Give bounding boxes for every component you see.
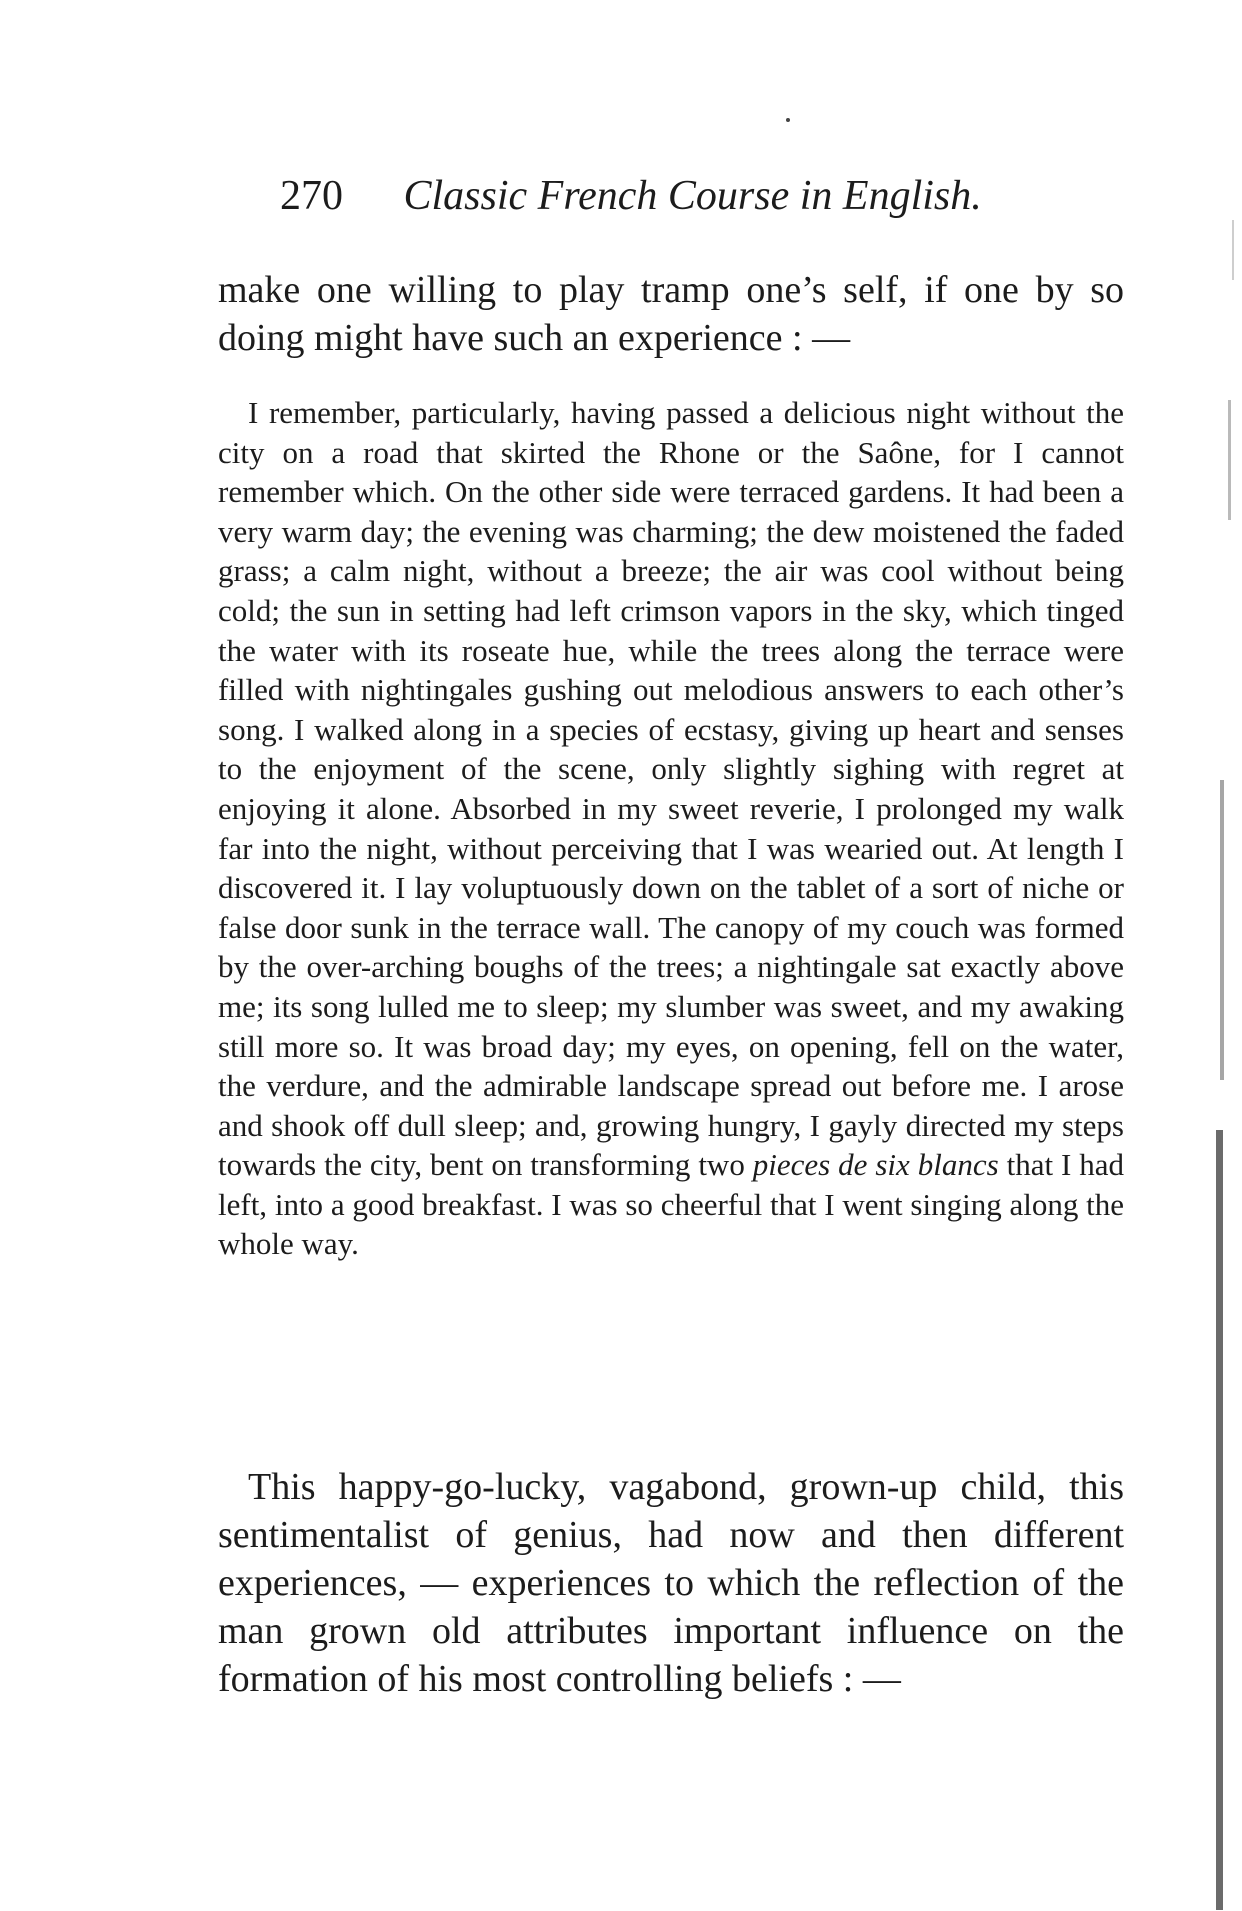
paragraph-commentary: This happy-go-lucky, vagabond, grown-up child, this sentimentalist of genius, had now and then different experiences, — experiences to which the reflection of the man grown old attributes important influence on the formation of his most controlling beliefs : — (218, 1466, 1124, 1700)
quote-italic-phrase: pieces de six blancs (752, 1147, 999, 1183)
scan-edge-shadow (1220, 780, 1224, 1080)
running-title: Classic French Course in English. (403, 173, 982, 219)
scan-edge-shadow (1216, 1130, 1223, 1910)
block-quote (218, 393, 1124, 1264)
page-number: 270 (280, 173, 343, 219)
paragraph-intro: make one willing to play tramp one’s self, if one by so doing might have such an experience : — (218, 269, 1124, 359)
quote-text-before: I remember, particularly, having passed a delicious night without the city on a road that skirted the Rhone or the Saône, for I cannot remember which. On the other side were terraced gardens. It had been a very warm day; the evening was charming; the dew moistened the faded grass; a calm night, without a breeze; the air was cool without being cold; the sun in setting had left crimson vapors in the sky, which tinged the water with its roseate hue, while the trees along the terrace were filled with nightingales gushing out melodious answers to each other’s song. I walked along in a species of ecstasy, giving up heart and senses to the enjoyment of the scene, only slightly sighing with regret at enjoying it alone. Absorbed in my sweet reverie, I prolonged my walk far into the night, without perceiving that I was wearied out. At length I discovered it. I lay voluptuously down on the tablet of a sort of niche or false door sunk in the terrace wall. The canopy of my couch was formed by the over-arching boughs of the trees; a nightingale sat exactly above me; its song lulled me to sleep; my slumber was sweet, and my awaking still more so. It was broad day; my eyes, on opening, fell on the water, the verdure, and the admirable landscape spread out before me. I arose and shook off dull sleep; and, growing hungry, I gayly directed my steps towards the city, bent on transforming two (218, 395, 1124, 1183)
print-speck (786, 118, 790, 122)
scan-edge-shadow (1232, 220, 1234, 280)
quote-text-after: that I had left, into a good breakfast. I was so cheerful that I went singing along the whole way. (218, 1147, 1125, 1262)
scan-edge-shadow (1228, 400, 1231, 520)
page-header (280, 172, 1140, 220)
